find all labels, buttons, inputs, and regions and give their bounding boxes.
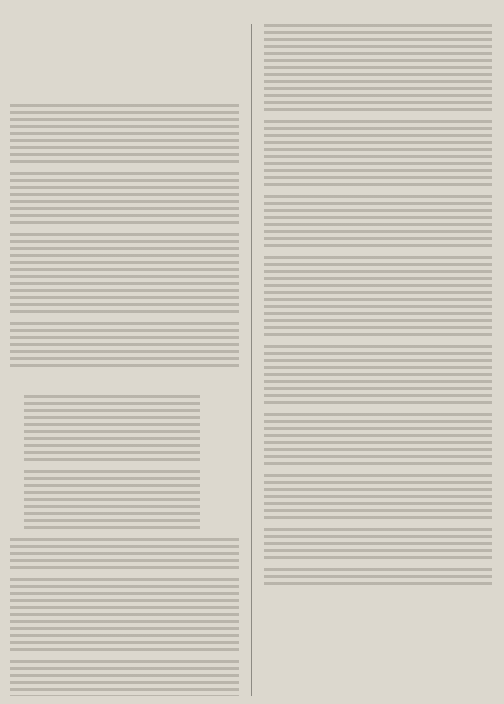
paragraph xyxy=(10,322,239,371)
paragraph xyxy=(264,474,493,523)
chapter-heading xyxy=(10,87,239,97)
poem-verse xyxy=(10,395,239,465)
paragraph xyxy=(264,528,493,563)
paragraph xyxy=(264,24,493,115)
paragraph xyxy=(10,233,239,317)
poem-heading xyxy=(10,378,239,388)
paragraph xyxy=(264,413,493,469)
article-title xyxy=(10,26,239,40)
text-columns xyxy=(10,24,492,696)
article-author xyxy=(10,49,239,59)
left-column xyxy=(10,24,239,696)
right-column xyxy=(264,24,493,696)
paragraph xyxy=(264,120,493,190)
paragraph xyxy=(10,578,239,655)
article-subtitle xyxy=(10,68,239,78)
paragraph xyxy=(10,104,239,167)
paragraph xyxy=(10,660,239,696)
paragraph xyxy=(264,345,493,408)
poem-verse xyxy=(10,470,239,533)
column-divider xyxy=(251,24,252,696)
paragraph xyxy=(264,195,493,251)
paragraph xyxy=(10,538,239,573)
paragraph xyxy=(264,568,493,589)
page-number xyxy=(0,8,504,20)
paragraph xyxy=(10,172,239,228)
paragraph xyxy=(264,256,493,340)
